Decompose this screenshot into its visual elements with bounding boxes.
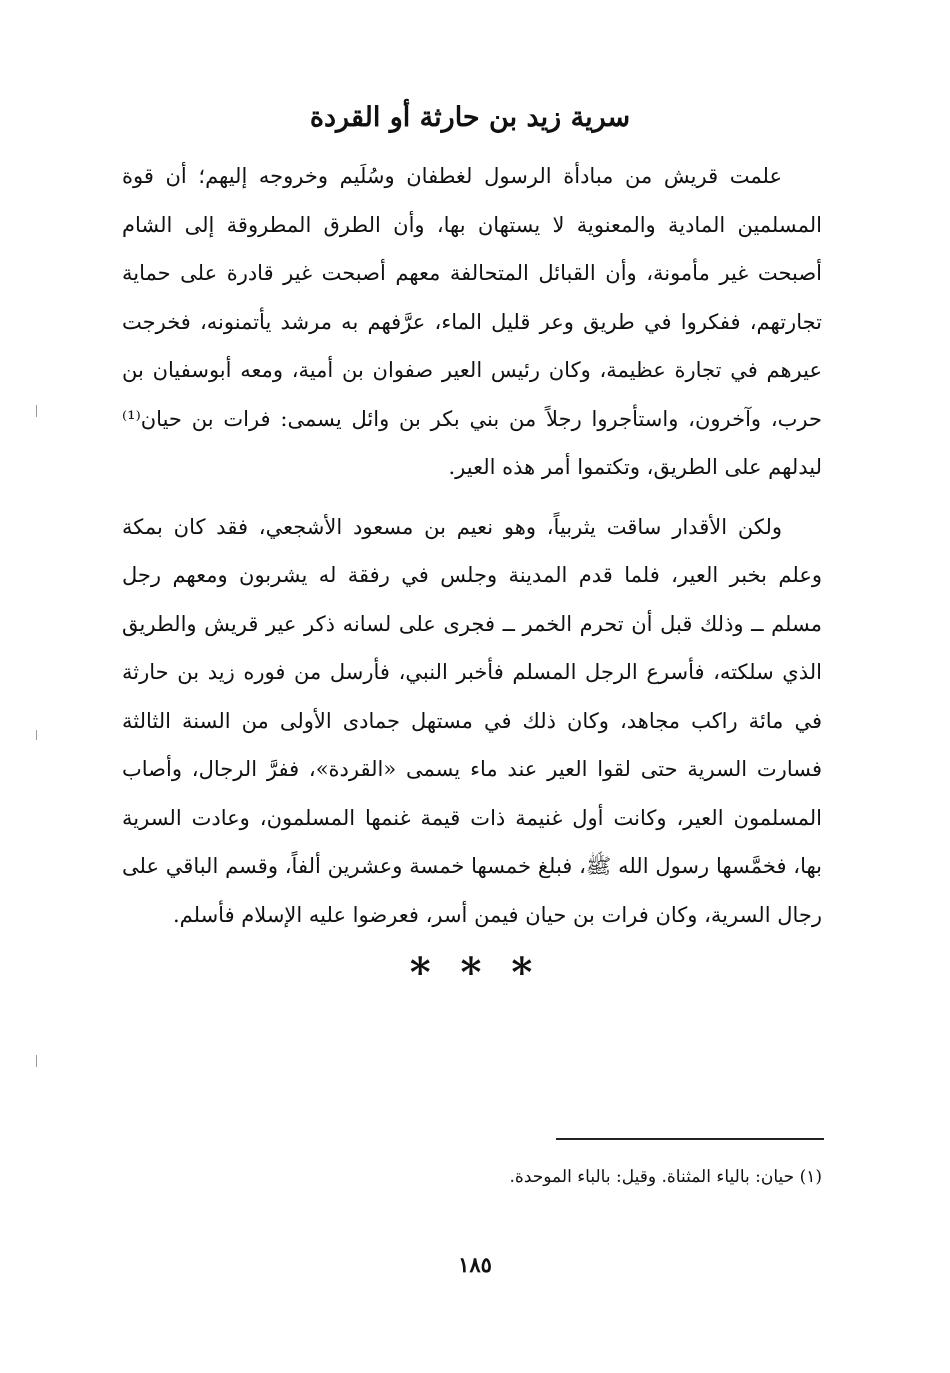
body-text: [122, 152, 822, 939]
footnote: (١) حيان: بالياء المثناة. وقيل: بالباء الموحدة.: [509, 1167, 822, 1187]
paragraph-2: ولكن الأقدار ساقت يثربياً، وهو نعيم بن مسعود الأشجعي، فقد كان بمكة وعلم بخبر العير، فلما قدم المدينة وجلس في رفقة له يشربون ومعهم رجل مسلم ــ وذلك قبل أن تحرم الخمر ــ فجرى على لسانه ذكر عير قريش والطريق الذي سلكته، فأسرع الرجل المسلم فأخبر النبي، فأرسل من فوره زيد بن حارثة في مائة راكب مجاهد، وكان ذلك في مستهل جمادى الأولى من السنة الثالثة فسارت السرية حتى لقوا العير عند ماء يسمى «القردة»، ففرَّ الرجال، وأصاب المسلمون العير، وكانت أول غنيمة ذات قيمة غنمها المسلمون، وعادت السرية بها، فخمَّسها رسول الله ﷺ، فبلغ خمسها خمسة وعشرين ألفاً، وقسم الباقي على رجال السرية، وكان فرات بن حيان فيمن أسر، فعرضوا عليه الإسلام فأسلم.: [122, 514, 822, 927]
chapter-title: سرية زيد بن حارثة أو القردة: [309, 102, 631, 133]
scan-speck: [36, 730, 37, 740]
section-separator: * * *: [409, 949, 541, 996]
page-number: ١٨٥: [458, 1252, 492, 1277]
paragraph-1: علمت قريش من مبادأة الرسول لغطفان وسُلَيم وخروجه إليهم؛ أن قوة المسلمين المادية والمعنوية لا يستهان بها، وأن الطرق المطروقة إلى الشام أصبحت غير مأمونة، وأن القبائل المتحالفة معهم أصبحت غير قادرة على حماية تجارتهم، ففكروا في طريق وعر قليل الماء، عرَّفهم به مرشد يأتمنونه، فخرجت عيرهم في تجارة عظيمة، وكان رئيس العير صفوان بن أمية، ومعه أبوسفيان بن حرب، وآخرون، واستأجروا رجلاً من بني بكر بن وائل يسمى: فرات بن حيان⁽¹⁾ ليدلهم على الطريق، وتكتموا أمر هذه العير.: [122, 164, 822, 479]
scan-speck: [36, 405, 37, 417]
footnote-divider: [556, 1138, 824, 1140]
scan-speck: [36, 1055, 37, 1067]
